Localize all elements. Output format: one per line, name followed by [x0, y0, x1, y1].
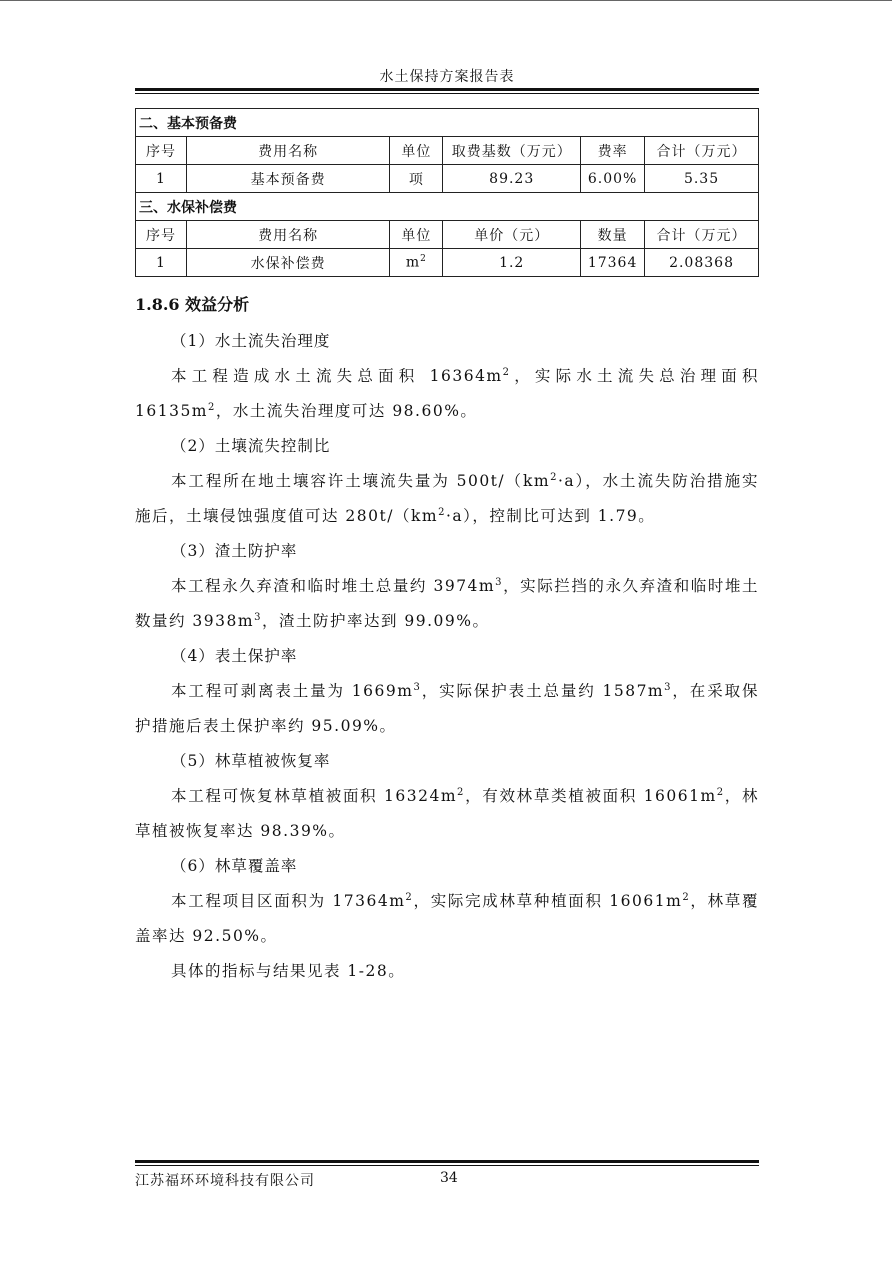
unit-base: m — [405, 254, 421, 271]
table-cell: 项 — [390, 165, 443, 193]
item-title: （5）林草植被恢复率 — [171, 752, 331, 770]
column-header: 费率 — [581, 137, 645, 165]
unit-exponent: 2 — [420, 254, 427, 265]
column-header: 单位 — [390, 221, 443, 249]
footer-company: 江苏福环环境科技有限公司 — [135, 1173, 315, 1189]
benefit-analysis-section — [135, 290, 759, 989]
section-title-reserve: 二、基本预备费 — [136, 109, 759, 137]
top-border — [0, 0, 892, 1]
column-header: 单价（元） — [443, 221, 581, 249]
item-title: （4）表土保护率 — [171, 647, 298, 665]
footer-rule-thin — [135, 1165, 759, 1166]
column-header: 序号 — [136, 221, 187, 249]
table-section-row — [136, 109, 759, 137]
item-title: （2）土壤流失控制比 — [171, 437, 331, 455]
section-title-compensation: 三、水保补偿费 — [136, 193, 759, 221]
item-paragraph: 本工程可恢复林草植被面积 $16324m^2$，有效林草类植被面积 $16061m^2$，林草植被恢复率达 98.39%。 — [135, 786, 759, 840]
table-cell: 1 — [136, 249, 187, 277]
section-heading: 1.8.6 效益分析 — [135, 295, 250, 314]
item-paragraph: 本工程可剥离表土量为 $1669m^3$，实际保护表土总量约 $1587m^3$，在采取保护措施后表土保护率约 95.09%。 — [135, 681, 759, 735]
column-header: 取费基数（万元） — [443, 137, 581, 165]
table-cell: 89.23 — [443, 165, 581, 193]
column-header: 合计（万元） — [645, 137, 759, 165]
item-paragraph: 本工程造成水土流失总面积 $16364m^2$，实际水土流失总治理面积 $16135m^2$，水土流失治理度可达 98.60%。 — [135, 366, 759, 420]
column-header: 费用名称 — [186, 221, 389, 249]
table-row — [136, 165, 759, 193]
table-cell: 17364 — [581, 249, 645, 277]
item-paragraph: 本工程项目区面积为 $17364m^2$，实际完成林草种植面积 $16061m^2$，林草覆盖率达 92.50%。 — [135, 891, 759, 945]
table-header-row — [136, 221, 759, 249]
footer-rule — [135, 1160, 759, 1163]
table-cell: 水保补偿费 — [186, 249, 389, 277]
column-header: 合计（万元） — [645, 221, 759, 249]
item-title: （3）渣土防护率 — [171, 542, 298, 560]
table-cell: 1.2 — [443, 249, 581, 277]
item-title: （1）水土流失治理度 — [171, 332, 331, 350]
item-title: （6）林草覆盖率 — [171, 857, 298, 875]
table-cell: 1 — [136, 165, 187, 193]
column-header: 数量 — [581, 221, 645, 249]
table-header-row — [136, 137, 759, 165]
header-rule — [135, 88, 759, 91]
table-row — [136, 249, 759, 277]
item-paragraph: 本工程永久弃渣和临时堆土总量约 $3974m^3$，实际拦挡的永久弃渣和临时堆土数量约 $3938m^3$，渣土防护率达到 99.09%。 — [135, 576, 759, 630]
table-section-row — [136, 193, 759, 221]
table-cell-unit — [390, 249, 443, 277]
column-header: 序号 — [136, 137, 187, 165]
fee-table — [135, 108, 759, 277]
page-number: 34 — [440, 1170, 458, 1186]
item-paragraph: 本工程所在地土壤容许土壤流失量为 $500t/(km^2\cdot a)$，水土流失防治措施实施后，土壤侵蚀强度值可达 $280t/(km^2\cdot a)$，控制比可达到 1.79。 — [135, 471, 759, 525]
table-cell: 基本预备费 — [186, 165, 389, 193]
column-header: 费用名称 — [186, 137, 389, 165]
closing-paragraph: 具体的指标与结果见表 1-28。 — [171, 962, 406, 980]
table-cell: 5.35 — [645, 165, 759, 193]
column-header: 单位 — [390, 137, 443, 165]
table-cell: 6.00% — [581, 165, 645, 193]
header-rule-thin — [135, 93, 759, 94]
page-header-title: 水土保持方案报告表 — [379, 69, 515, 85]
table-cell: 2.08368 — [645, 249, 759, 277]
